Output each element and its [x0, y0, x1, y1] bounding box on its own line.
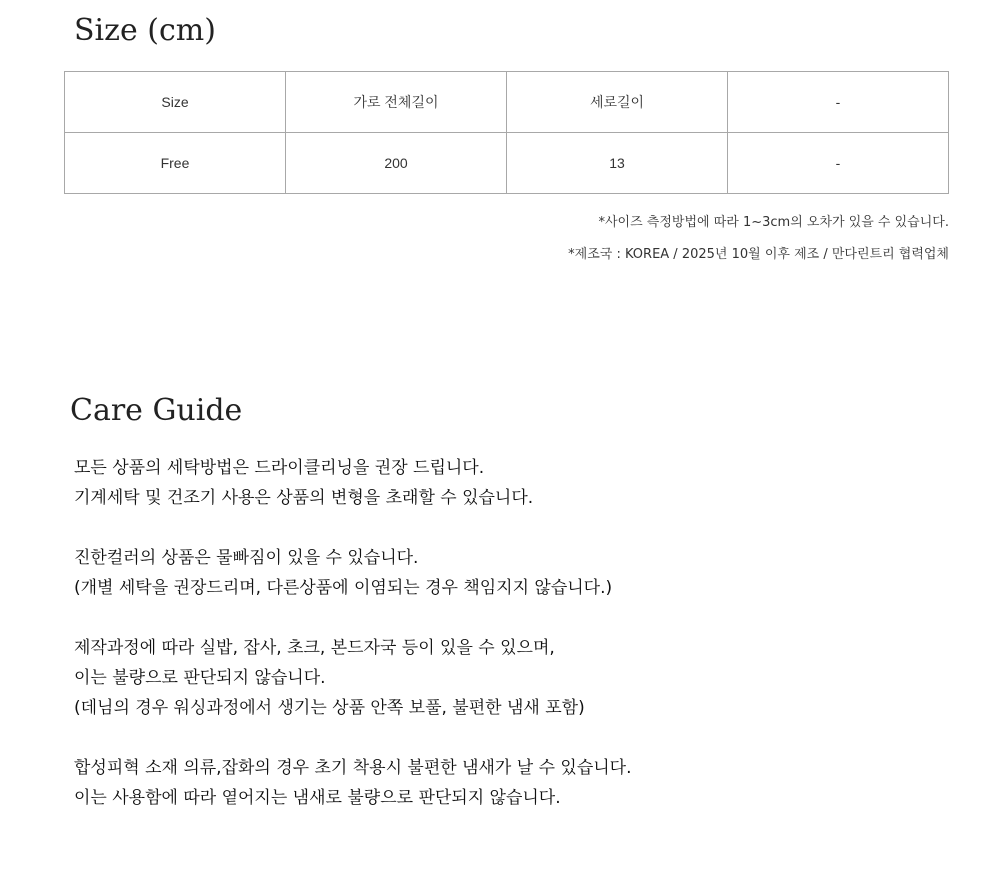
care-guide-title: Care Guide [70, 393, 243, 428]
care-line: 기계세탁 및 건조기 사용은 상품의 변형을 초래할 수 있습니다. [74, 488, 534, 508]
care-line: (데님의 경우 워싱과정에서 생기는 상품 안쪽 보풀, 불편한 냄새 포함) [74, 698, 585, 718]
care-paragraph [74, 633, 632, 723]
care-line: 제작과정에 따라 실밥, 잡사, 초크, 본드자국 등이 있을 수 있으며, [74, 638, 555, 658]
table-row [65, 133, 949, 194]
size-table [64, 71, 949, 194]
size-section-title: Size (cm) [74, 13, 216, 48]
table-cell: Size [65, 72, 286, 133]
table-header-row [65, 72, 949, 133]
care-paragraph [74, 453, 632, 513]
care-paragraph [74, 543, 632, 603]
table-cell: - [728, 72, 949, 133]
care-line: 모든 상품의 세탁방법은 드라이클리닝을 권장 드립니다. [74, 458, 485, 478]
table-cell: Free [65, 133, 286, 194]
table-cell: 200 [286, 133, 507, 194]
measurement-note: *사이즈 측정방법에 따라 1~3cm의 오차가 있을 수 있습니다. [598, 215, 949, 230]
care-line: 이는 사용함에 따라 옅어지는 냄새로 불량으로 판단되지 않습니다. [74, 788, 561, 808]
care-line: (개별 세탁을 권장드리며, 다른상품에 이염되는 경우 책임지지 않습니다.) [74, 578, 613, 598]
care-line: 진한컬러의 상품은 물빠짐이 있을 수 있습니다. [74, 548, 419, 568]
care-paragraph [74, 753, 632, 813]
table-cell: 가로 전체길이 [286, 72, 507, 133]
care-line: 합성피혁 소재 의류,잡화의 경우 초기 착용시 불편한 냄새가 날 수 있습니다. [74, 758, 632, 778]
care-guide-body [74, 453, 632, 843]
manufacturing-note: *제조국 : KOREA / 2025년 10월 이후 제조 / 만다린트리 협력업체 [568, 247, 949, 262]
table-cell: - [728, 133, 949, 194]
care-line: 이는 불량으로 판단되지 않습니다. [74, 668, 326, 688]
table-cell: 세로길이 [507, 72, 728, 133]
table-cell: 13 [507, 133, 728, 194]
size-notes [568, 210, 949, 274]
